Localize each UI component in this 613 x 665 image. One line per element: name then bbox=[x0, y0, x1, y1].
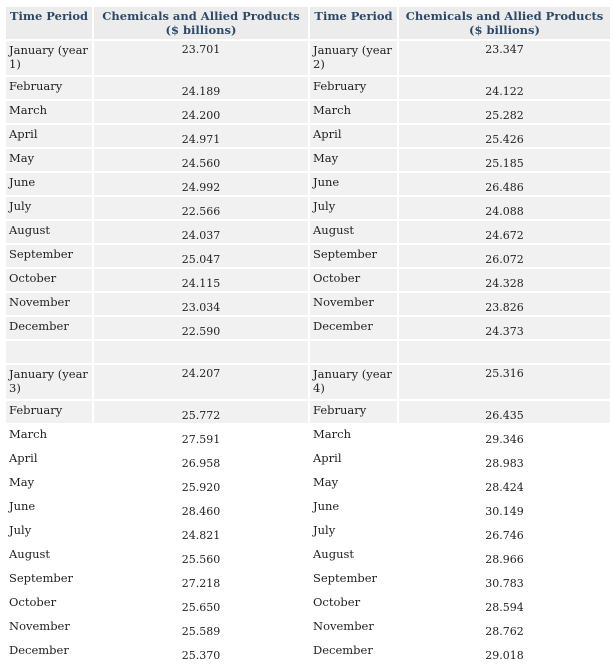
time-period-cell: September bbox=[310, 245, 397, 267]
time-period-cell: October bbox=[310, 269, 397, 291]
time-period-cell bbox=[6, 341, 92, 363]
time-period-cell: December bbox=[310, 317, 397, 339]
time-period-cell: December bbox=[310, 641, 397, 663]
table-row bbox=[6, 617, 610, 639]
table-row bbox=[6, 41, 610, 75]
time-period-cell: June bbox=[310, 173, 397, 195]
value-cell: 26.435 bbox=[399, 401, 610, 423]
value-cell: 26.958 bbox=[94, 449, 308, 471]
header-time-period-2: Time Period bbox=[310, 7, 397, 39]
time-period-cell: March bbox=[6, 425, 92, 447]
time-period-cell: July bbox=[310, 197, 397, 219]
value-cell: 25.650 bbox=[94, 593, 308, 615]
value-cell: 25.560 bbox=[94, 545, 308, 567]
value-cell: 26.746 bbox=[399, 521, 610, 543]
value-cell: 27.591 bbox=[94, 425, 308, 447]
value-cell: 22.566 bbox=[94, 197, 308, 219]
value-cell: 25.316 bbox=[399, 365, 610, 399]
value-cell: 24.200 bbox=[94, 101, 308, 123]
time-period-cell: August bbox=[310, 545, 397, 567]
value-cell: 24.122 bbox=[399, 77, 610, 99]
time-period-cell: December bbox=[6, 641, 92, 663]
value-cell: 24.821 bbox=[94, 521, 308, 543]
time-period-cell: February bbox=[310, 77, 397, 99]
header-chemicals-2: Chemicals and Allied Products ($ billions) bbox=[399, 7, 610, 39]
time-period-cell: April bbox=[6, 449, 92, 471]
table-row bbox=[6, 341, 610, 363]
time-period-cell: January (year 4) bbox=[310, 365, 397, 399]
header-row bbox=[6, 7, 610, 39]
value-cell: 27.218 bbox=[94, 569, 308, 591]
value-cell: 30.149 bbox=[399, 497, 610, 519]
table-row bbox=[6, 449, 610, 471]
table-row bbox=[6, 245, 610, 267]
time-period-cell: February bbox=[6, 77, 92, 99]
value-cell: 28.762 bbox=[399, 617, 610, 639]
time-period-cell: July bbox=[6, 521, 92, 543]
time-period-cell: May bbox=[6, 149, 92, 171]
time-period-cell: August bbox=[6, 545, 92, 567]
time-period-cell: June bbox=[310, 497, 397, 519]
value-cell: 28.594 bbox=[399, 593, 610, 615]
time-period-cell: January (year 3) bbox=[6, 365, 92, 399]
value-cell: 25.426 bbox=[399, 125, 610, 147]
time-period-cell: June bbox=[6, 173, 92, 195]
chemicals-shipments-table bbox=[4, 5, 612, 665]
value-cell: 24.992 bbox=[94, 173, 308, 195]
time-period-cell: June bbox=[6, 497, 92, 519]
time-period-cell: January (year 2) bbox=[310, 41, 397, 75]
table-row bbox=[6, 125, 610, 147]
value-cell: 23.347 bbox=[399, 41, 610, 75]
value-cell: 25.772 bbox=[94, 401, 308, 423]
time-period-cell: February bbox=[310, 401, 397, 423]
table-body bbox=[6, 41, 610, 663]
time-period-cell: October bbox=[6, 269, 92, 291]
time-period-cell: July bbox=[6, 197, 92, 219]
value-cell: 24.560 bbox=[94, 149, 308, 171]
header-chemicals-1: Chemicals and Allied Products ($ billions) bbox=[94, 7, 308, 39]
value-cell: 22.590 bbox=[94, 317, 308, 339]
table-row bbox=[6, 365, 610, 399]
table-row bbox=[6, 521, 610, 543]
value-cell: 28.460 bbox=[94, 497, 308, 519]
time-period-cell: May bbox=[310, 473, 397, 495]
value-cell: 24.971 bbox=[94, 125, 308, 147]
value-cell bbox=[399, 341, 610, 363]
table-row bbox=[6, 545, 610, 567]
time-period-cell: December bbox=[6, 317, 92, 339]
time-period-cell: October bbox=[6, 593, 92, 615]
header-time-period-1: Time Period bbox=[6, 7, 92, 39]
value-cell: 26.072 bbox=[399, 245, 610, 267]
value-cell: 28.983 bbox=[399, 449, 610, 471]
value-cell: 24.328 bbox=[399, 269, 610, 291]
time-period-cell: August bbox=[6, 221, 92, 243]
value-cell: 24.672 bbox=[399, 221, 610, 243]
value-cell: 25.282 bbox=[399, 101, 610, 123]
value-cell: 30.783 bbox=[399, 569, 610, 591]
table-row bbox=[6, 593, 610, 615]
time-period-cell: November bbox=[310, 293, 397, 315]
time-period-cell: October bbox=[310, 593, 397, 615]
time-period-cell bbox=[310, 341, 397, 363]
table-row bbox=[6, 641, 610, 663]
time-period-cell: February bbox=[6, 401, 92, 423]
table-row bbox=[6, 317, 610, 339]
value-cell: 26.486 bbox=[399, 173, 610, 195]
time-period-cell: September bbox=[6, 245, 92, 267]
value-cell: 25.370 bbox=[94, 641, 308, 663]
table-row bbox=[6, 497, 610, 519]
value-cell: 24.088 bbox=[399, 197, 610, 219]
table-row bbox=[6, 101, 610, 123]
table-row bbox=[6, 569, 610, 591]
time-period-cell: March bbox=[310, 101, 397, 123]
table-row bbox=[6, 149, 610, 171]
value-cell: 24.115 bbox=[94, 269, 308, 291]
value-cell bbox=[94, 341, 308, 363]
value-cell: 28.424 bbox=[399, 473, 610, 495]
time-period-cell: September bbox=[310, 569, 397, 591]
time-period-cell: May bbox=[6, 473, 92, 495]
time-period-cell: April bbox=[6, 125, 92, 147]
value-cell: 23.034 bbox=[94, 293, 308, 315]
value-cell: 24.037 bbox=[94, 221, 308, 243]
table-row bbox=[6, 473, 610, 495]
table-row bbox=[6, 221, 610, 243]
value-cell: 25.047 bbox=[94, 245, 308, 267]
table-row bbox=[6, 173, 610, 195]
table-row bbox=[6, 197, 610, 219]
value-cell: 23.826 bbox=[399, 293, 610, 315]
value-cell: 24.207 bbox=[94, 365, 308, 399]
table-row bbox=[6, 293, 610, 315]
time-period-cell: July bbox=[310, 521, 397, 543]
table-row bbox=[6, 425, 610, 447]
time-period-cell: January (year 1) bbox=[6, 41, 92, 75]
value-cell: 29.018 bbox=[399, 641, 610, 663]
time-period-cell: May bbox=[310, 149, 397, 171]
value-cell: 25.589 bbox=[94, 617, 308, 639]
table-row bbox=[6, 269, 610, 291]
value-cell: 25.185 bbox=[399, 149, 610, 171]
value-cell: 25.920 bbox=[94, 473, 308, 495]
time-period-cell: March bbox=[310, 425, 397, 447]
time-period-cell: November bbox=[6, 293, 92, 315]
table-row bbox=[6, 77, 610, 99]
value-cell: 28.966 bbox=[399, 545, 610, 567]
table-row bbox=[6, 401, 610, 423]
time-period-cell: April bbox=[310, 125, 397, 147]
time-period-cell: November bbox=[6, 617, 92, 639]
value-cell: 24.373 bbox=[399, 317, 610, 339]
time-period-cell: September bbox=[6, 569, 92, 591]
time-period-cell: March bbox=[6, 101, 92, 123]
value-cell: 29.346 bbox=[399, 425, 610, 447]
time-period-cell: April bbox=[310, 449, 397, 471]
time-period-cell: August bbox=[310, 221, 397, 243]
value-cell: 24.189 bbox=[94, 77, 308, 99]
value-cell: 23.701 bbox=[94, 41, 308, 75]
time-period-cell: November bbox=[310, 617, 397, 639]
